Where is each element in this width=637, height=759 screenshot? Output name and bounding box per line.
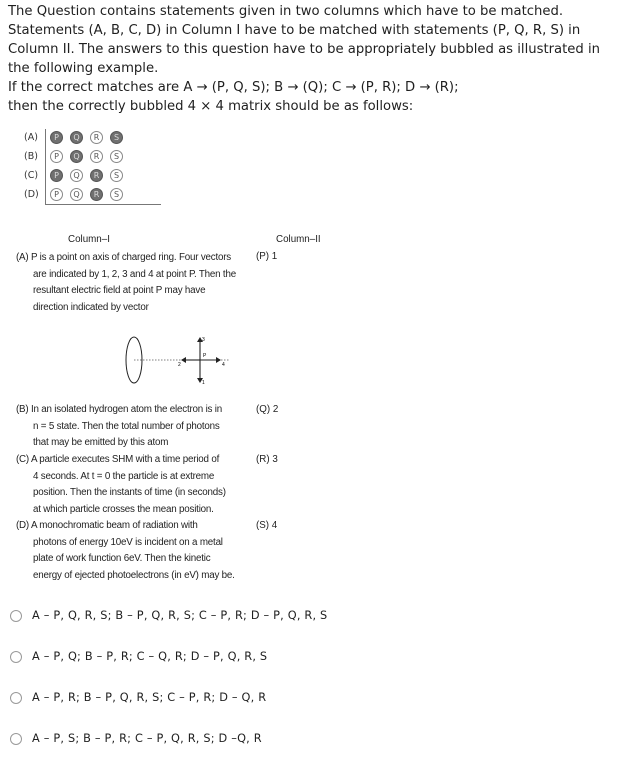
- statement-d-line: photons of energy 10eV is incident on a metal: [33, 536, 223, 548]
- statement-d-line: plate of work function 6eV. Then the kinetic: [33, 553, 211, 564]
- statement-d-line: (D) A monochromatic beam of radiation with: [16, 520, 198, 531]
- matrix-row-label: (B): [24, 151, 38, 162]
- radio-button[interactable]: [10, 733, 22, 745]
- column2-q: (Q) 2: [256, 404, 279, 415]
- option-2[interactable]: [10, 650, 267, 663]
- statement-c-line: position. Then the instants of time (in seconds): [33, 487, 226, 498]
- option-label: A – P, R; B – P, Q, R, S; C – P, R; D – Q, R: [32, 691, 267, 704]
- matrix-bubble: R: [90, 188, 103, 201]
- matrix-bubble: Q: [70, 150, 83, 163]
- matrix-bubble: Q: [70, 188, 83, 201]
- intro-line: The Question contains statements given in two columns which have to be matched.: [8, 4, 564, 19]
- option-4[interactable]: [10, 732, 262, 745]
- matrix-border: [45, 129, 161, 205]
- column-1-heading: Column–I: [68, 234, 110, 245]
- example-bubble-matrix: [24, 128, 130, 204]
- statement-b-line: n = 5 state. Then the total number of photons: [33, 420, 220, 432]
- matrix-row-label: (C): [24, 170, 39, 181]
- radio-button[interactable]: [10, 692, 22, 704]
- statement-d-line: energy of ejected photoelectrons (in eV) may be.: [33, 569, 235, 581]
- column2-p: (P) 1: [256, 251, 278, 262]
- vector-label: 4: [222, 362, 225, 368]
- option-label: A – P, Q, R, S; B – P, Q, R, S; C – P, R; D – P, Q, R, S: [32, 609, 328, 622]
- statement-a-line: resultant electric field at point P may have: [33, 285, 206, 296]
- intro-line: If the correct matches are A → (P, Q, S); B → (Q); C → (P, R); D → (R);: [8, 80, 459, 95]
- matrix-bubble: S: [110, 169, 123, 182]
- statement-d: [16, 518, 266, 584]
- matrix-bubble: R: [90, 150, 103, 163]
- statement-b-line: (B) In an isolated hydrogen atom the electron is in: [16, 404, 222, 415]
- column-2-heading: Column–II: [276, 234, 321, 245]
- charged-ring-figure: [118, 330, 238, 388]
- vector-label: 2: [178, 362, 181, 368]
- column2-s: (S) 4: [256, 520, 278, 531]
- intro-line: the following example.: [8, 61, 159, 76]
- matrix-bubble: P: [50, 188, 63, 201]
- intro-line: Column II. The answers to this question have to be appropriately bubbled as illustrated in: [8, 42, 601, 57]
- matrix-bubble: P: [50, 169, 63, 182]
- matrix-bubble: S: [110, 188, 123, 201]
- radio-button[interactable]: [10, 651, 22, 663]
- matrix-bubble: P: [50, 150, 63, 163]
- column2-r: (R) 3: [256, 454, 278, 465]
- vector-4-head: [216, 357, 221, 363]
- matrix-bubble: R: [90, 131, 103, 144]
- statement-c: [16, 452, 266, 518]
- matrix-bubble: S: [110, 131, 123, 144]
- intro-line: then the correctly bubbled 4 × 4 matrix should be as follows:: [8, 99, 414, 114]
- statement-b-line: that may be emitted by this atom: [33, 437, 169, 448]
- option-label: A – P, Q; B – P, R; C – Q, R; D – P, Q, R, S: [32, 650, 268, 663]
- statement-a-line: (A) P is a point on axis of charged ring. Four vectors: [16, 252, 231, 263]
- statement-a-line: are indicated by 1, 2, 3 and 4 at point P. Then the: [33, 268, 236, 280]
- matrix-bubble: P: [50, 131, 63, 144]
- option-1[interactable]: [10, 609, 327, 622]
- vector-label: 1: [202, 380, 205, 386]
- vector-2-head: [181, 357, 186, 363]
- statement-c-line: at which particle crosses the mean position.: [33, 503, 214, 515]
- matrix-bubble: S: [110, 150, 123, 163]
- vector-label: 3: [202, 337, 205, 343]
- intro-line: Statements (A, B, C, D) in Column I have to be matched with statements (P, Q, R, S) in: [8, 23, 581, 38]
- matrix-bubble: Q: [70, 169, 83, 182]
- matrix-row-label: (A): [24, 132, 38, 143]
- matrix-bubble: Q: [70, 131, 83, 144]
- option-3[interactable]: [10, 691, 266, 704]
- statement-b: [16, 402, 266, 452]
- statement-a: [16, 250, 266, 316]
- matrix-bubble: R: [90, 169, 103, 182]
- option-label: A – P, S; B – P, R; C – P, Q, R, S; D –Q, R: [32, 732, 262, 745]
- statement-a-line: direction indicated by vector: [33, 301, 149, 313]
- statement-c-line: 4 seconds. At t = 0 the particle is at extreme: [33, 470, 215, 482]
- matrix-row-label: (D): [24, 189, 39, 200]
- question-intro: [8, 2, 633, 116]
- statement-c-line: (C) A particle executes SHM with a time period of: [16, 454, 220, 465]
- radio-button[interactable]: [10, 610, 22, 622]
- point-label: P: [203, 353, 207, 359]
